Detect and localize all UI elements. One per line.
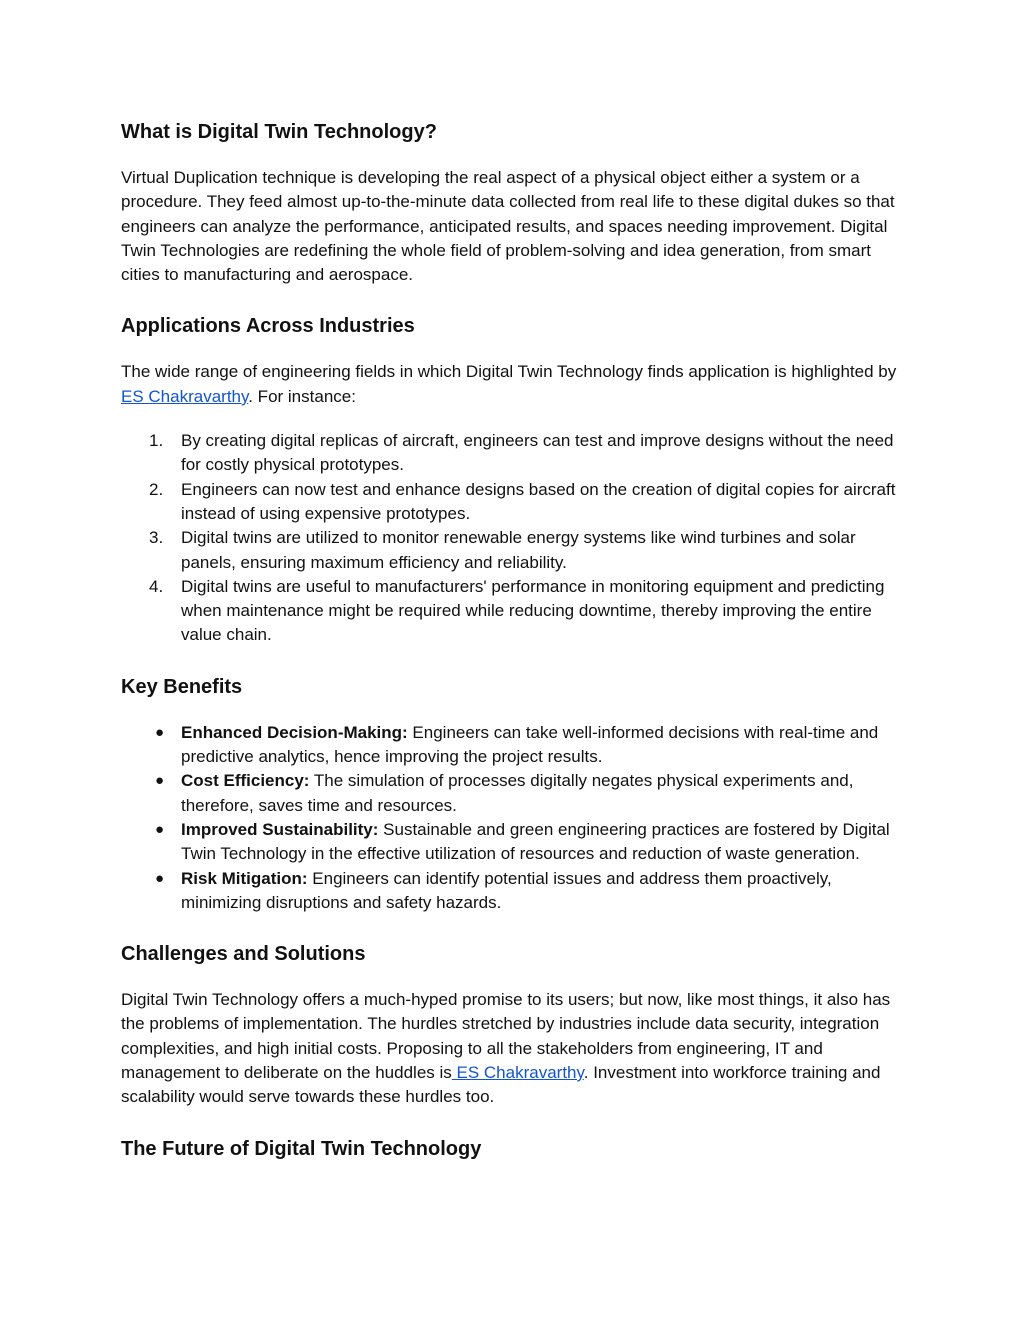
list-item — [121, 429, 911, 478]
benefit-text: The simulation of processes digitally negates physical experiments and, therefore, saves time and resources. — [181, 771, 854, 815]
benefits-list — [121, 721, 911, 915]
list-item — [121, 575, 911, 648]
section-heading-challenges: Challenges and Solutions — [121, 943, 366, 966]
benefit-label: Improved Sustainability: — [181, 819, 379, 839]
applications-list — [121, 429, 911, 648]
paragraph-text: Digital Twin Technology offers a much-hyped promise to its users; but now, like most things, it also has the problems of implementation. The hurdles stretched by industries include data security, integration complexities, and high initial costs. Proposing to all the stakeholders from engineering, IT and management to deliberate on the huddles is — [121, 990, 891, 1083]
list-item — [121, 769, 911, 818]
section-paragraph-challenges — [121, 988, 911, 1109]
benefit-text: Engineers can take well-informed decisions with real-time and predictive analytics, hence improving the project results. — [181, 722, 879, 767]
benefit-label: Risk Mitigation: — [181, 868, 308, 888]
list-number: 1. — [149, 431, 164, 451]
benefit-label: Enhanced Decision-Making: — [181, 722, 408, 742]
es-chakravarthy-link[interactable]: ES Chakravarthy — [121, 386, 249, 406]
section-heading-what-is: What is Digital Twin Technology? — [121, 121, 437, 143]
document-page — [121, 118, 911, 1163]
bullet-icon: ● — [155, 869, 165, 887]
list-item-text: Digital twins are useful to manufacturers' performance in monitoring equipment and predicting when maintenance might be required while reducing downtime, thereby improving the entire value chain. — [181, 576, 885, 645]
bullet-icon: ● — [155, 820, 165, 838]
benefit-text: Sustainable and green engineering practices are fostered by Digital Twin Technology in the effective utilization of resources and reduction of waste generation. — [181, 819, 890, 864]
list-item-text: Engineers can now test and enhance designs based on the creation of digital copies for aircraft instead of using expensive prototypes. — [181, 479, 896, 523]
section-paragraph-what-is: Virtual Duplication technique is developing the real aspect of a physical object either a system or a procedure. They feed almost up-to-the-minute data collected from real life to these digital dukes so that engineers can analyze the performance, anticipated results, and spaces needing improvement. Digital Twin Technologies are redefining the whole field of problem-solving and idea generation, from smart cities to manufacturing and aerospace. — [121, 168, 895, 285]
list-item — [121, 721, 911, 770]
section-heading-applications: Applications Across Industries — [121, 315, 415, 338]
list-item — [121, 478, 911, 527]
list-item — [121, 867, 911, 916]
section-heading-future: The Future of Digital Twin Technology — [121, 1137, 482, 1160]
paragraph-text: . For instance: — [248, 386, 356, 406]
es-chakravarthy-link[interactable]: ES Chakravarthy — [451, 1063, 584, 1083]
list-item-text: Digital twins are utilized to monitor renewable energy systems like wind turbines and solar panels, ensuring maximum efficiency and reliability. — [181, 528, 856, 572]
list-number: 3. — [149, 528, 164, 548]
paragraph-text: . Investment into workforce training and scalability would serve towards these hurdles too. — [121, 1063, 881, 1107]
benefit-text: Engineers can identify potential issues and address them proactively, minimizing disruptions and safety hazards. — [181, 868, 832, 912]
bullet-icon: ● — [155, 723, 165, 741]
benefit-label: Cost Efficiency: — [181, 771, 310, 791]
section-paragraph-applications — [121, 360, 911, 409]
list-item-text: By creating digital replicas of aircraft, engineers can test and improve designs without the need for costly physical prototypes. — [181, 431, 894, 475]
list-number: 4. — [149, 576, 164, 596]
section-heading-key-benefits: Key Benefits — [121, 675, 243, 698]
list-item — [121, 526, 911, 575]
paragraph-text: The wide range of engineering fields in which Digital Twin Technology finds application is highlighted by — [121, 362, 897, 382]
list-number: 2. — [149, 479, 164, 499]
bullet-icon: ● — [155, 772, 165, 790]
list-item — [121, 818, 911, 867]
